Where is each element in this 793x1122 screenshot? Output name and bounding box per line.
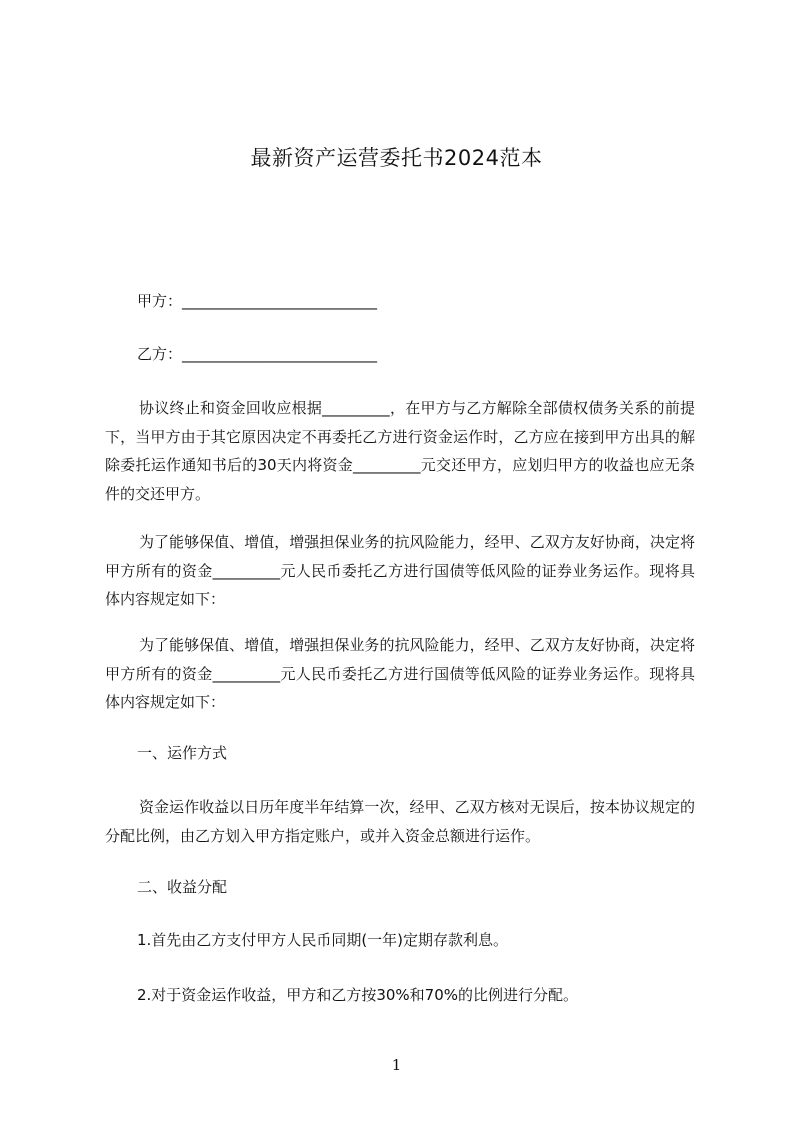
party-a-field: 甲方：__________________________ — [137, 292, 378, 310]
section-operation-heading: 一、运作方式 — [137, 744, 228, 762]
party-b-field: 乙方：__________________________ — [137, 345, 378, 363]
paragraph-purpose: 为了能够保值、增值，增强担保业务的抗风险能力，经甲、乙双方友好协商，决定将甲方所有的资金_________元人民币委托乙方进行国债等低风险的证券业务运作。现将具体内容规定如下： — [105, 533, 695, 608]
profit-item-2: 2.对于资金运作收益，甲方和乙方按30%和70%的比例进行分配。 — [137, 986, 578, 1004]
paragraph-purpose-repeat: 为了能够保值、增值，增强担保业务的抗风险能力，经甲、乙双方友好协商，决定将甲方所有的资金_________元人民币委托乙方进行国债等低风险的证券业务运作。现将具体内容规定如下： — [105, 636, 695, 711]
paragraph-termination: 协议终止和资金回收应根据_________，在甲方与乙方解除全部债权债务关系的前提下，当甲方由于其它原因决定不再委托乙方进行资金运作时，乙方应在接到甲方出具的解除委托运作通知书后的30天内将资金_________元交还甲方，应划归甲方的收益也应无条件的交还甲方。 — [105, 399, 695, 503]
profit-item-1: 1.首先由乙方支付甲方人民币同期(一年)定期存款利息。 — [137, 931, 509, 949]
paragraph-operation: 资金运作收益以日历年度半年结算一次，经甲、乙双方核对无误后，按本协议规定的分配比例，由乙方划入甲方指定账户，或并入资金总额进行运作。 — [105, 798, 695, 845]
document-title: 最新资产运营委托书2024范本 — [250, 146, 543, 170]
page-number: 1 — [391, 1056, 402, 1074]
section-profit-heading: 二、收益分配 — [137, 878, 228, 896]
